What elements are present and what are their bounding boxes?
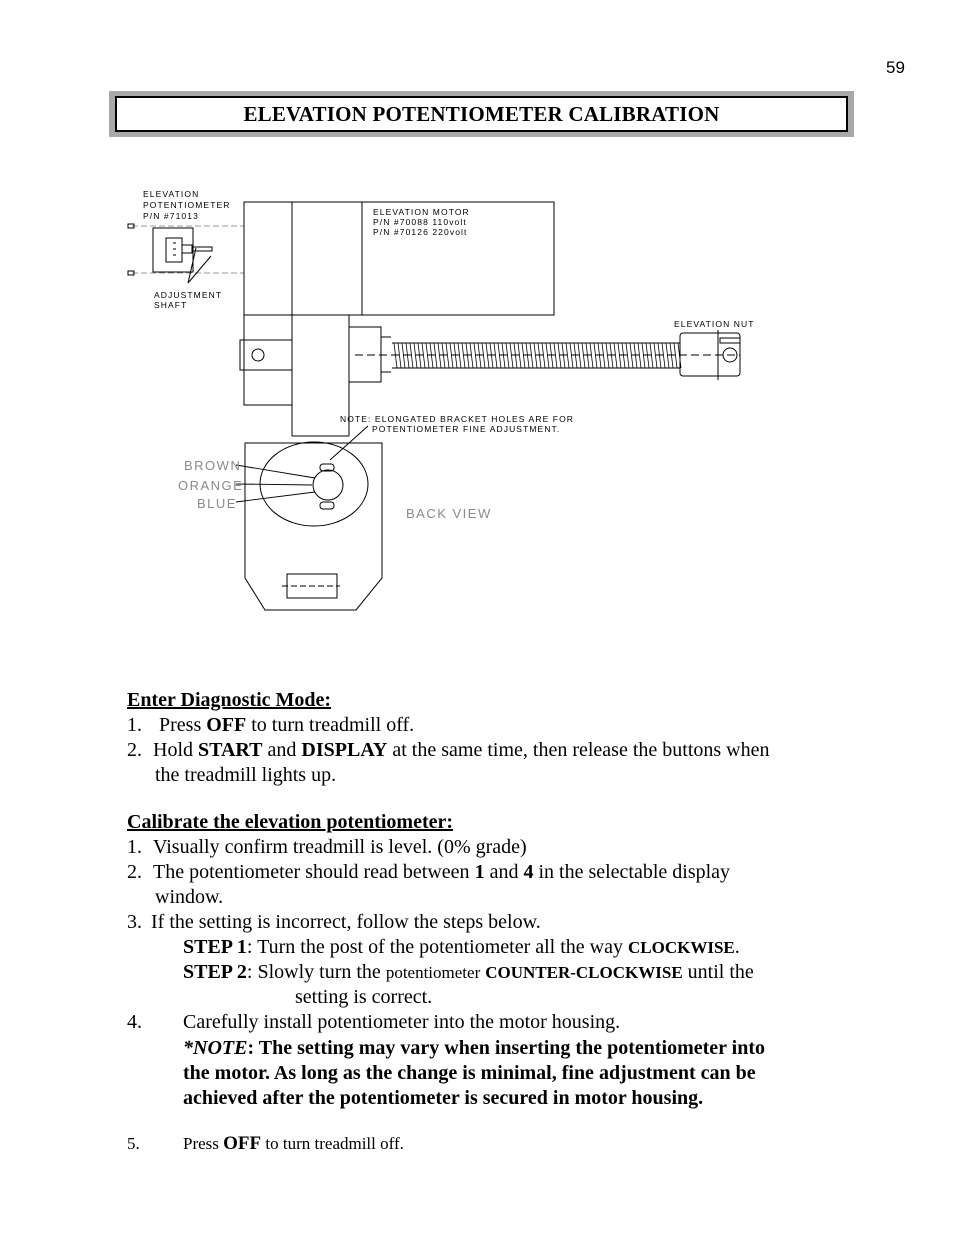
- step-number: 2.: [127, 739, 142, 761]
- cal-substep-2-cont: setting is correct.: [295, 986, 433, 1008]
- wire-orange-label: ORANGE: [178, 478, 244, 493]
- step-number: 3.: [127, 911, 142, 933]
- step-text: to turn treadmill off.: [251, 714, 415, 736]
- display-keyword: DISPLAY: [301, 739, 388, 761]
- start-keyword: START: [198, 739, 263, 761]
- off-keyword: OFF: [206, 714, 247, 736]
- cal-substep-2: [183, 960, 754, 985]
- step-text: at the same time, then release the buttons when: [392, 739, 770, 761]
- shaft-label-1: ADJUSTMENT: [154, 290, 223, 300]
- diag-step-2: [127, 738, 769, 763]
- pot-label-2: POTENTIOMETER: [143, 200, 231, 210]
- motor-mount: [240, 340, 292, 370]
- potentiometer-body: [166, 238, 182, 262]
- note-label-1: NOTE: ELONGATED BRACKET HOLES ARE FOR: [340, 414, 575, 424]
- diag-step-2-cont: the treadmill lights up.: [155, 764, 337, 786]
- value-low: 1: [474, 861, 485, 883]
- cal-step-2-cont: window.: [155, 886, 224, 908]
- step-number: 1.: [127, 714, 142, 736]
- cal-note-2: the motor. As long as the change is minimal, fine adjustment can be: [183, 1062, 756, 1084]
- cal-step-3: [127, 910, 541, 935]
- calibrate-heading: Calibrate the elevation potentiometer:: [127, 811, 454, 833]
- adjustment-shaft: [182, 245, 192, 253]
- cal-substep-1: [183, 935, 740, 960]
- clockwise-keyword: CLOCKWISE: [627, 938, 735, 957]
- back-view-plate: [245, 443, 382, 610]
- cal-note-1: [183, 1036, 765, 1061]
- wire-brown-label: BROWN: [184, 458, 242, 473]
- diag-step-1: [127, 713, 414, 738]
- substep-label: STEP 1: [183, 936, 247, 958]
- substep-text: .: [734, 936, 740, 958]
- page-number: 59: [886, 58, 905, 77]
- cal-step-4: Carefully install potentiometer into the motor housing.: [183, 1011, 621, 1033]
- off-keyword: OFF: [223, 1133, 262, 1154]
- cal-step-4-number: 4.: [127, 1011, 142, 1033]
- step-text: Visually confirm treadmill is level. (0% grade): [153, 836, 527, 858]
- step-text: Press: [159, 714, 202, 736]
- motor-label-3: P/N #70126 220volt: [373, 227, 468, 237]
- substep-label: STEP 2: [183, 961, 247, 983]
- step-text: in the selectable display: [538, 861, 731, 883]
- substep-text: : Turn the post of the potentiometer all the way: [246, 936, 623, 958]
- cal-step-1: [127, 835, 527, 860]
- step-text: and: [267, 739, 297, 761]
- note-label-2: POTENTIOMETER FINE ADJUSTMENT.: [372, 424, 561, 434]
- note-text: : The setting may vary when inserting the potentiometer into: [247, 1037, 766, 1059]
- cal-note-3: achieved after the potentiometer is secured in motor housing.: [183, 1087, 704, 1109]
- value-high: 4: [523, 861, 534, 883]
- pot-label-1: ELEVATION: [143, 189, 200, 199]
- substep-text-small: potentiometer: [385, 963, 481, 982]
- step-number: 1.: [127, 836, 142, 858]
- page-title: ELEVATION POTENTIOMETER CALIBRATION: [115, 96, 848, 132]
- step-text: and: [489, 861, 519, 883]
- diagnostic-heading: Enter Diagnostic Mode:: [127, 689, 332, 711]
- pot-label-3: P/N #71013: [143, 211, 199, 221]
- back-view-label: BACK VIEW: [406, 506, 492, 521]
- cal-step-5: [183, 1131, 404, 1156]
- step-text: Press: [183, 1134, 219, 1153]
- note-label: *NOTE: [183, 1037, 248, 1059]
- wire-blue-label: BLUE: [197, 496, 237, 511]
- cal-step-2: [127, 860, 730, 885]
- substep-text: until the: [687, 961, 754, 983]
- motor-label-2: P/N #70088 110volt: [373, 217, 467, 227]
- motor-label-1: ELEVATION MOTOR: [373, 207, 470, 217]
- step-text: The potentiometer should read between: [153, 861, 470, 883]
- counter-clockwise-keyword: COUNTER-CLOCKWISE: [485, 963, 683, 982]
- shaft-label-2: SHAFT: [154, 300, 188, 310]
- step-text: If the setting is incorrect, follow the steps below.: [151, 911, 541, 933]
- step-text: Hold: [153, 739, 193, 761]
- step-number: 2.: [127, 861, 142, 883]
- nut-label: ELEVATION NUT: [674, 319, 755, 329]
- substep-text: : Slowly turn the: [246, 961, 381, 983]
- potentiometer-bracket: [153, 228, 193, 272]
- cal-step-5-number: 5.: [127, 1134, 140, 1153]
- step-text: to turn treadmill off.: [265, 1134, 404, 1153]
